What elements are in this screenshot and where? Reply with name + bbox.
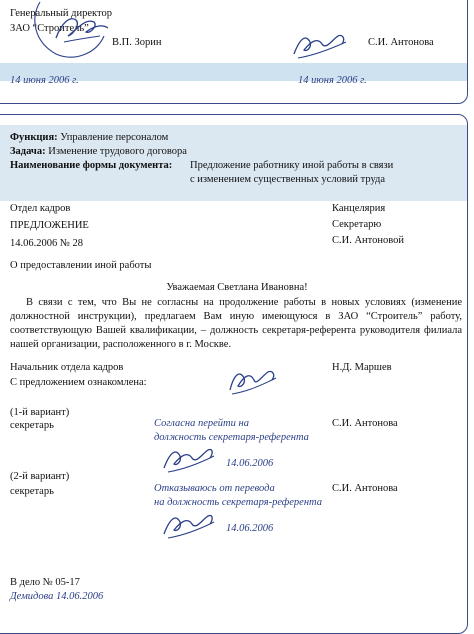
addressee-line-2: Секретарю bbox=[332, 219, 382, 230]
top-date-right: 14 июня 2006 г. bbox=[298, 75, 367, 86]
variant1-hand-line1: Согласна перейти на bbox=[154, 418, 249, 429]
top-date-left: 14 июня 2006 г. bbox=[10, 75, 79, 86]
function-label: Функция: bbox=[10, 132, 58, 143]
file-handwritten: Демидова 14.06.2006 bbox=[10, 591, 104, 602]
variant1-signature bbox=[160, 444, 216, 474]
top-position: Генеральный директор bbox=[10, 8, 112, 19]
department: Отдел кадров bbox=[10, 203, 71, 214]
acquainted-note: С предложением ознакомлена: bbox=[10, 377, 147, 388]
head-name: Н.Д. Маршев bbox=[332, 362, 392, 373]
variant2-label: (2-й вариант) bbox=[10, 471, 70, 482]
top-right-signature bbox=[290, 28, 352, 62]
variant2-hand-line2: на должность секретаря-референта bbox=[154, 497, 322, 508]
addressee-line-3: С.И. Антоновой bbox=[332, 235, 404, 246]
greeting: Уважаемая Светлана Ивановна! bbox=[166, 282, 308, 293]
task-row bbox=[10, 146, 187, 159]
body-text: В связи с тем, что Вы не согласны на продолжение работы в новых условиях (изменение должностной инструкции), предлагаем Вам иную имеющуюся в ЗАО “Строитель” работу, соответствующую Вашей квалификации, – должность секретаря-референта руководителя филиала нашей организации, расположенного в г. Москве. bbox=[10, 297, 462, 350]
variant1-date: 14.06.2006 bbox=[226, 458, 274, 469]
head-signature bbox=[226, 366, 280, 396]
variant2-signature bbox=[160, 510, 216, 540]
variant1-role: секретарь bbox=[10, 420, 54, 431]
task-value: Изменение трудового договора bbox=[48, 146, 187, 157]
variant2-name: С.И. Антонова bbox=[332, 483, 398, 494]
variant2-hand-line1: Отказываюсь от перевода bbox=[154, 483, 275, 494]
variant2-role: секретарь bbox=[10, 486, 54, 497]
document-type: ПРЕДЛОЖЕНИЕ bbox=[10, 220, 89, 231]
variant1-name: С.И. Антонова bbox=[332, 418, 398, 429]
task-label: Задача: bbox=[10, 146, 46, 157]
file-note: В дело № 05-17 bbox=[10, 577, 80, 588]
function-value: Управление персоналом bbox=[60, 132, 169, 143]
document-date-number: 14.06.2006 № 28 bbox=[10, 238, 84, 249]
form-label: Наименование формы документа: bbox=[10, 160, 173, 171]
top-signer-name: С.И. Антонова bbox=[368, 37, 434, 48]
variant1-label: (1-й вариант) bbox=[10, 407, 70, 418]
form-value-line1: Предложение работнику иной работы в связи bbox=[190, 160, 394, 171]
addressee-line-1: Канцелярия bbox=[332, 203, 386, 214]
stamp-seal bbox=[30, 0, 108, 60]
subject: О предоставлении иной работы bbox=[10, 260, 152, 271]
form-value-line2: с изменением существенных условий труда bbox=[190, 174, 386, 185]
head-title: Начальник отдела кадров bbox=[10, 362, 124, 373]
variant1-hand-line2: должность секретаря-референта bbox=[154, 432, 309, 443]
function-row bbox=[10, 132, 168, 145]
variant2-date: 14.06.2006 bbox=[226, 523, 274, 534]
director-sign-name: В.П. Зорин bbox=[112, 37, 162, 48]
top-company: ЗАО “Строитель” bbox=[10, 23, 89, 34]
